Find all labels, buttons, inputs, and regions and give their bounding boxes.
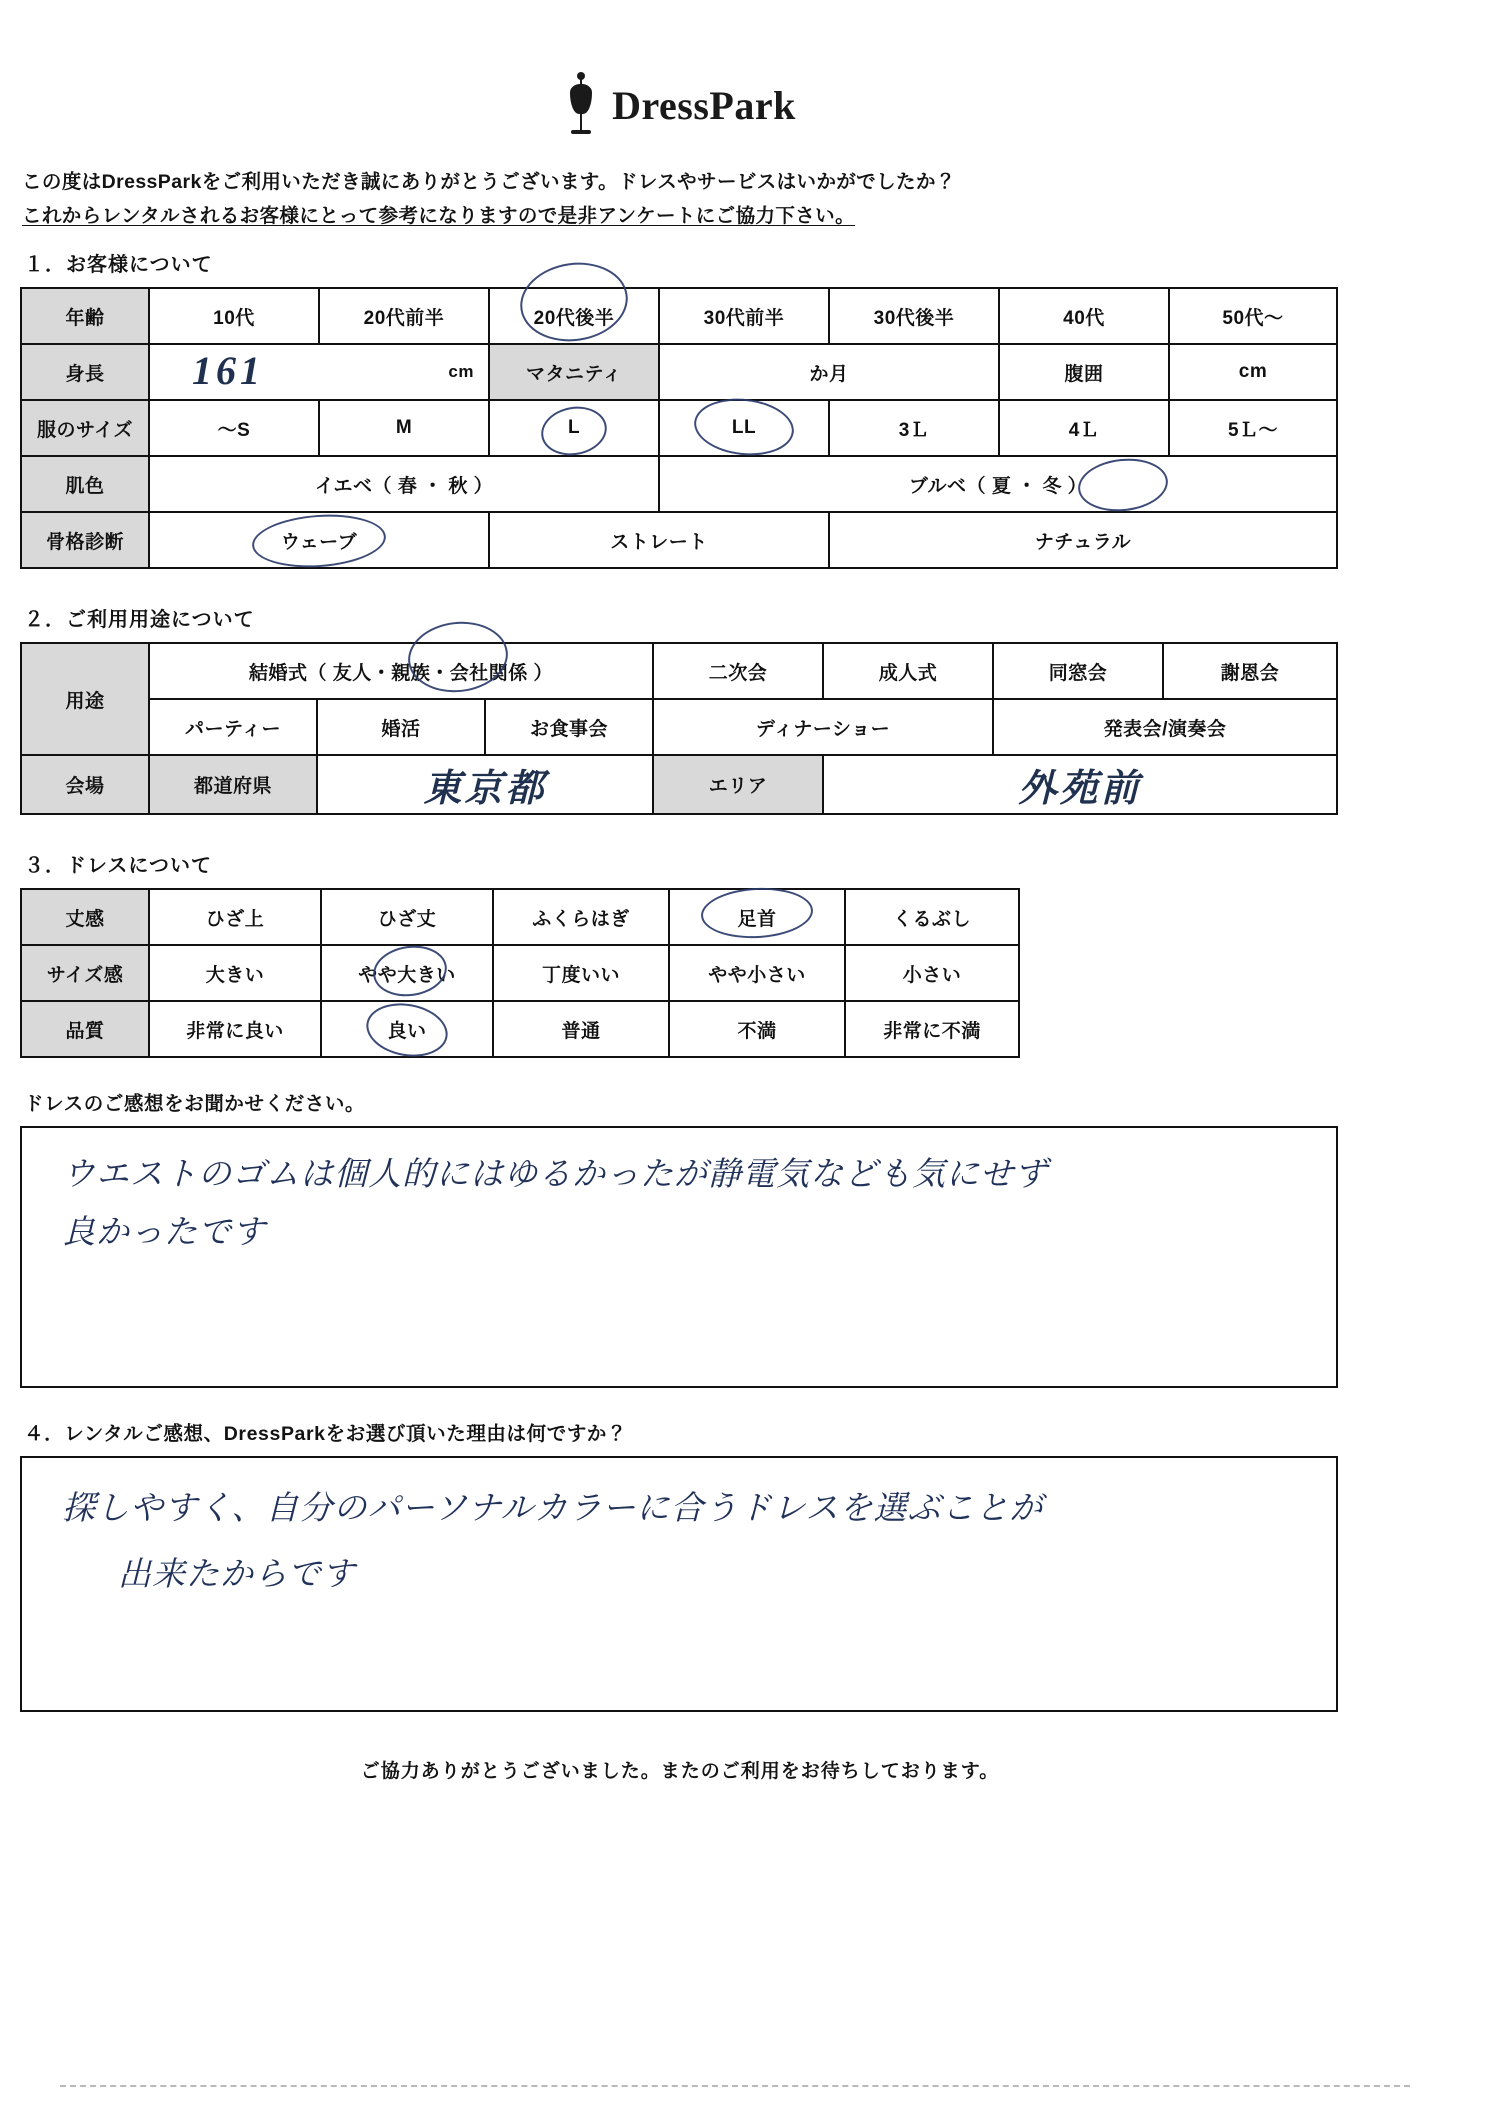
option-age-30s-early[interactable]: 30代前半 [659, 288, 829, 344]
option-fit-large[interactable]: 大きい [149, 945, 321, 1001]
option-size-s[interactable]: 〜S [149, 400, 319, 456]
option-purpose-reunion[interactable]: 同窓会 [993, 643, 1163, 699]
option-length-ankle[interactable] [669, 889, 845, 945]
purpose-table [20, 642, 1338, 815]
option-purpose-wedding-label: 結婚式（ 友人・親族・会社関係 ） [248, 662, 554, 684]
option-size-l[interactable] [489, 400, 659, 456]
belly-label: 腹囲 [999, 344, 1169, 400]
height-value: 161 [192, 348, 264, 393]
reason-box[interactable] [20, 1456, 1338, 1712]
option-fit-slightly-small[interactable]: やや小さい [669, 945, 845, 1001]
row-label-skin-tone: 肌色 [21, 456, 149, 512]
option-bone-wave[interactable] [149, 512, 489, 568]
row-label-length: 丈感 [21, 889, 149, 945]
maternity-months[interactable] [659, 344, 999, 400]
closing-message: ご協力ありがとうございました。またのご利用をお待ちしております。 [360, 1761, 1000, 1782]
section-1-title: １．お客様について [24, 254, 213, 276]
area-input[interactable] [823, 755, 1337, 814]
option-age-10s[interactable]: 10代 [149, 288, 319, 344]
option-purpose-dinner-show[interactable]: ディナーショー [653, 699, 993, 755]
option-fit-just-right[interactable]: 丁度いい [493, 945, 669, 1001]
reason-answer-line-1: 探しやすく、自分のパーソナルカラーに合うドレスを選ぶことが [62, 1491, 1044, 1527]
option-length-ankle-label: 足首 [737, 908, 777, 930]
brand-name: DressPark [612, 82, 796, 128]
option-purpose-dining[interactable]: お食事会 [485, 699, 653, 755]
prefecture-label: 都道府県 [149, 755, 317, 814]
option-size-m[interactable]: M [319, 400, 489, 456]
table-row-skin-tone [21, 456, 1337, 512]
height-unit: cm [448, 362, 474, 381]
option-size-l-label: L [567, 417, 581, 438]
scan-artifact-line [60, 2085, 1410, 2087]
dress-impression-label: ドレスのご感想をお聞かせください。 [24, 1093, 366, 1115]
row-label-bone-type: 骨格診断 [21, 512, 149, 568]
row-label-purpose: 用途 [21, 643, 149, 755]
option-bone-straight[interactable]: ストレート [489, 512, 829, 568]
dress-impression-answer-line-2: 良かったです [62, 1215, 266, 1251]
table-row-purpose-1 [21, 643, 1337, 699]
option-quality-good[interactable] [321, 1001, 493, 1057]
option-quality-good-label: 良い [387, 1020, 427, 1042]
option-fit-small[interactable]: 小さい [845, 945, 1019, 1001]
row-label-venue: 会場 [21, 755, 149, 814]
table-row-length [21, 889, 1019, 945]
option-purpose-party[interactable]: パーティー [149, 699, 317, 755]
option-skin-blue-base[interactable] [659, 456, 1337, 512]
brand-logo [20, 70, 1340, 140]
intro-line-1: この度はDressParkをご利用いただき誠にありがとうございます。ドレスやサービスはいかがでしたか？ [22, 171, 956, 193]
option-bone-natural[interactable]: ナチュラル [829, 512, 1337, 568]
belly-unit[interactable]: cm [1169, 344, 1337, 400]
section-2-title: ２．ご利用用途について [24, 609, 255, 631]
section-3-title: ３．ドレスについて [24, 855, 212, 877]
table-row-quality [21, 1001, 1019, 1057]
option-age-40s[interactable]: 40代 [999, 288, 1169, 344]
mannequin-icon [564, 70, 598, 140]
option-skin-yellow-base[interactable]: イエベ（ 春 ・ 秋 ） [149, 456, 659, 512]
option-size-5l[interactable]: 5Ｌ〜 [1169, 400, 1337, 456]
option-age-20s-early[interactable]: 20代前半 [319, 288, 489, 344]
option-size-4l[interactable]: 4Ｌ [999, 400, 1169, 456]
option-bone-wave-label: ウェーブ [280, 531, 358, 553]
row-label-age: 年齢 [21, 288, 149, 344]
option-fit-slightly-large[interactable] [321, 945, 493, 1001]
option-purpose-coming-of-age[interactable]: 成人式 [823, 643, 993, 699]
option-size-ll[interactable] [659, 400, 829, 456]
option-fit-slightly-large-label: やや大きい [358, 964, 456, 986]
option-quality-unsatisfied[interactable]: 不満 [669, 1001, 845, 1057]
option-age-20s-late[interactable] [489, 288, 659, 344]
option-quality-normal[interactable]: 普通 [493, 1001, 669, 1057]
option-age-30s-late[interactable]: 30代後半 [829, 288, 999, 344]
survey-sheet [20, 70, 1340, 1783]
dress-feedback-table [20, 888, 1020, 1058]
reason-answer-line-2: 出来たからです [118, 1557, 356, 1593]
option-length-calf[interactable]: ふくらはぎ [493, 889, 669, 945]
row-label-fit: サイズ感 [21, 945, 149, 1001]
option-size-ll-label: LL [731, 417, 757, 438]
option-age-20s-late-label: 20代後半 [533, 307, 615, 329]
option-quality-very-good[interactable]: 非常に良い [149, 1001, 321, 1057]
option-quality-very-unsatisfied[interactable]: 非常に不満 [845, 1001, 1019, 1057]
row-label-dress-size: 服のサイズ [21, 400, 149, 456]
table-row-fit [21, 945, 1019, 1001]
dress-impression-box[interactable] [20, 1126, 1338, 1388]
option-purpose-recital[interactable]: 発表会/演奏会 [993, 699, 1337, 755]
maternity-label[interactable]: マタニティ [489, 344, 659, 400]
option-length-anklebone[interactable]: くるぶし [845, 889, 1019, 945]
table-row-body [21, 344, 1337, 400]
option-skin-blue-base-label: ブルベ（ 夏 ・ 冬 ） [908, 475, 1088, 497]
option-length-knee[interactable]: ひざ丈 [321, 889, 493, 945]
row-label-height: 身長 [21, 344, 149, 400]
table-row-bone-type [21, 512, 1337, 568]
months-label: か月 [809, 363, 849, 385]
table-row-purpose-2 [21, 699, 1337, 755]
table-row-venue [21, 755, 1337, 814]
table-row-dress-size [21, 400, 1337, 456]
area-label: エリア [653, 755, 823, 814]
area-value: 外苑前 [1018, 768, 1142, 810]
reason-label: ４．レンタルご感想、DressParkをお選び頂いた理由は何ですか？ [24, 1423, 628, 1445]
option-age-50s[interactable]: 50代〜 [1169, 288, 1337, 344]
option-purpose-thanksgiving[interactable]: 謝恩会 [1163, 643, 1337, 699]
height-input[interactable] [149, 344, 489, 400]
row-label-quality: 品質 [21, 1001, 149, 1057]
selection-circle-summer [1076, 454, 1171, 515]
option-purpose-konkatsu[interactable]: 婚活 [317, 699, 485, 755]
table-row-age [21, 288, 1337, 344]
prefecture-value: 東京都 [423, 768, 547, 810]
option-size-3l[interactable]: 3Ｌ [829, 400, 999, 456]
prefecture-input[interactable] [317, 755, 653, 814]
option-purpose-afterparty[interactable]: 二次会 [653, 643, 823, 699]
option-purpose-wedding[interactable] [149, 643, 653, 699]
customer-table [20, 287, 1338, 569]
intro-line-2: これからレンタルされるお客様にとって参考になりますので是非アンケートにご協力下さい。 [22, 205, 855, 227]
dress-impression-answer-line-1: ウエストのゴムは個人的にはゆるかったが静電気なども気にせず [62, 1157, 1048, 1193]
option-length-above-knee[interactable]: ひざ上 [149, 889, 321, 945]
